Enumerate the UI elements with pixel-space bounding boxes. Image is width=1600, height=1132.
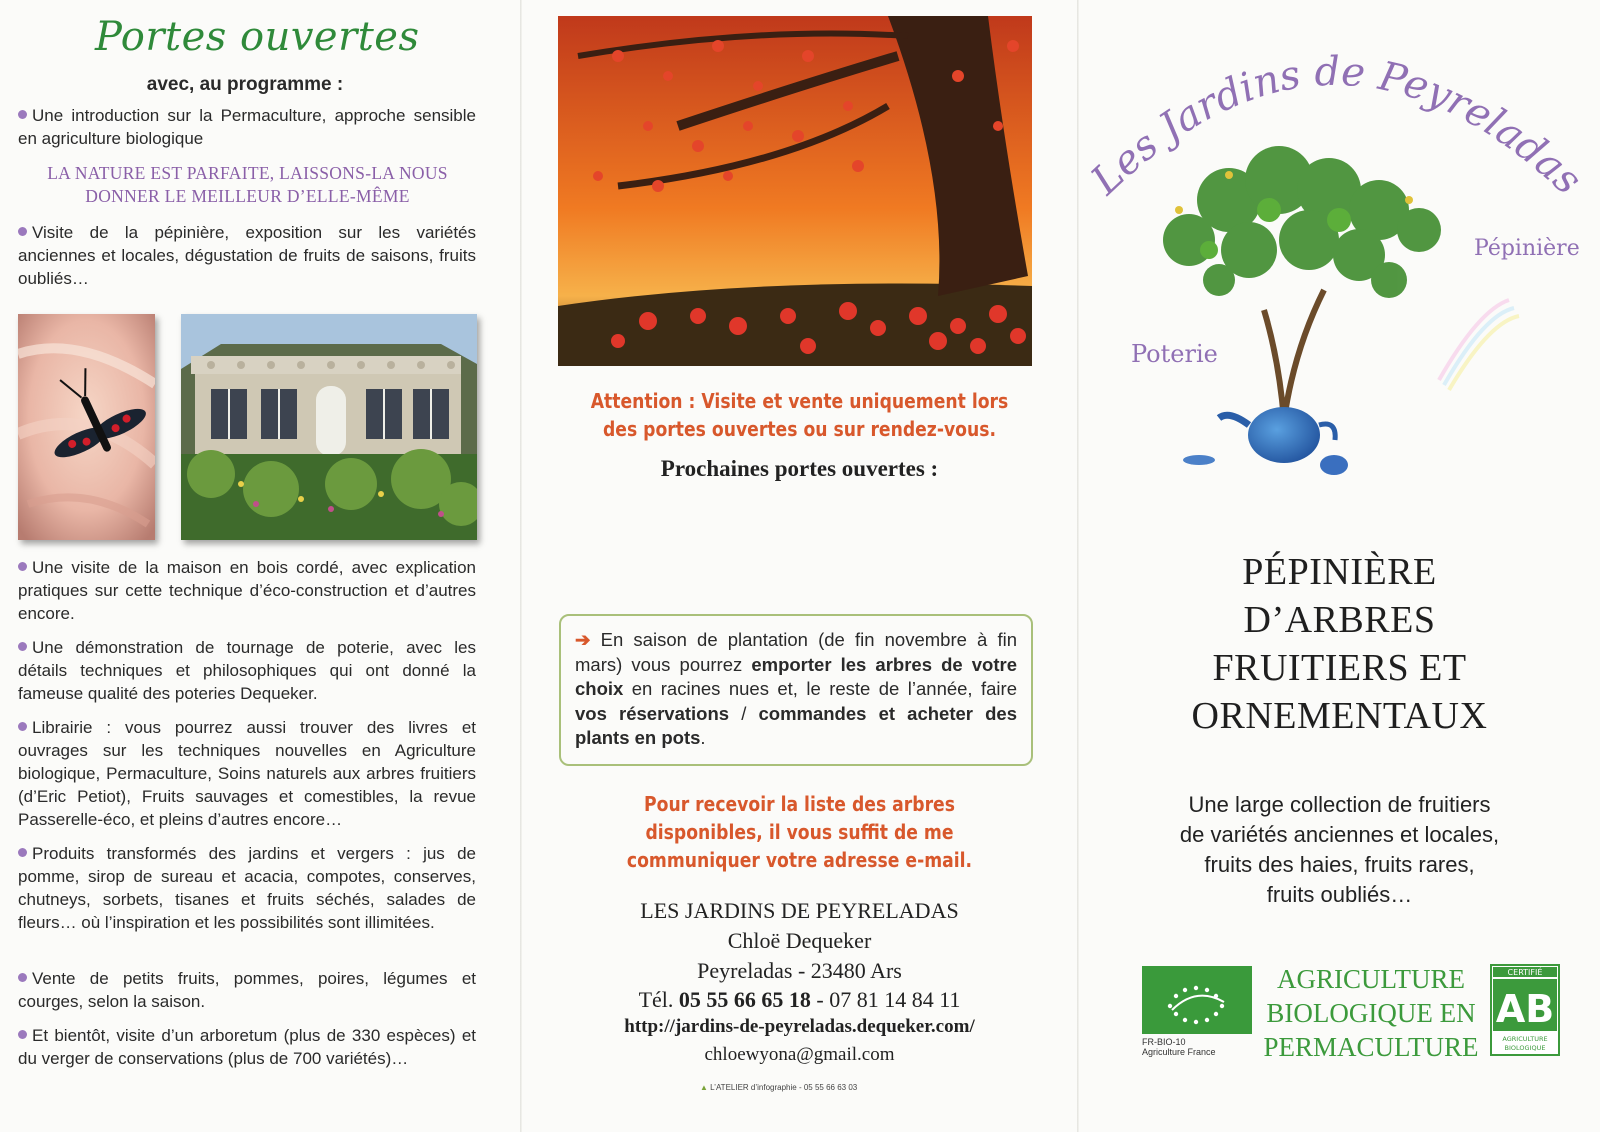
bullet-permaculture: Une introduction sur la Permaculture, approche sensible en agriculture biologique bbox=[18, 106, 476, 148]
bullet-produits: Produits transformés des jardins et vergers : jus de pomme, sirop de sureau et acacia, compotes, conserves, chutneys, sorbets, tisanes et fruits séchés, salades de fleurs… où l’inspiration et les possibilités sont illimitées. bbox=[18, 844, 476, 932]
portes-ouvertes-title: Portes ouvertes bbox=[95, 14, 420, 60]
eu-certification-code: FR-BIO-10 Agriculture France bbox=[1142, 1037, 1216, 1057]
bullet-poterie: Une démonstration de tournage de poterie, avec les détails techniques et philosophiques qui ont donné la fameuse qualité des poteries Dequeker. bbox=[18, 638, 476, 703]
left-panel bbox=[0, 0, 520, 1132]
contact-phone: Tél. 05 55 66 65 18 - 07 81 14 84 11 bbox=[638, 987, 961, 1012]
eu-organic-leaf-icon bbox=[1142, 966, 1252, 1034]
bullet-dot-icon bbox=[18, 848, 27, 857]
contact-person: Chloë Dequeker bbox=[727, 928, 872, 953]
plantation-info-box: ➔ En saison de plantation (de fin novembre à fin mars) vous pourrez emporter les arbres de votre choix en racines nues et, le reste de l’année, faire vos réservations / commandes et acheter des plants en pots. bbox=[559, 614, 1033, 766]
bullet-dot-icon bbox=[18, 1030, 27, 1039]
prochaines-portes-ouvertes: Prochaines portes ouvertes : bbox=[660, 456, 939, 481]
ab-certification-icon bbox=[1490, 964, 1560, 1056]
svg-text:AGRICULTURE: AGRICULTURE bbox=[1502, 1035, 1548, 1043]
bullet-dot-icon bbox=[18, 722, 27, 731]
main-heading: PÉPINIÈRE D’ARBRES FRUITIERS ET ORNEMENTAUX bbox=[1191, 551, 1488, 737]
nature-quote: LA NATURE EST PARFAITE, LAISSONS-LA NOUS DONNER LE MEILLEUR D’ELLE-MÊME bbox=[47, 163, 448, 206]
email-link[interactable]: chloewyona@gmail.com bbox=[704, 1044, 895, 1065]
atelier-logo-icon: ▲ bbox=[700, 1083, 708, 1092]
bullet-pepiniere: Visite de la pépinière, exposition sur les variétés anciennes et locales, dégustation de fruits de saisons, fruits oubliés… bbox=[18, 223, 476, 288]
bullet-dot-icon bbox=[18, 642, 27, 651]
bullet-maison-bois: Une visite de la maison en bois cordé, avec explication pratiques sur cette technique d’éco-construction et d’autres encore. bbox=[18, 558, 476, 623]
orange-tree-painting bbox=[558, 16, 1032, 366]
company-name: LES JARDINS DE PEYRELADAS bbox=[640, 898, 959, 923]
pepiniere-label: Pépinière bbox=[1474, 236, 1580, 261]
bullet-librairie: Librairie : vous pourrez aussi trouver des livres et ouvrages sur les techniques nouvelles en Agriculture biologique, Permaculture, Soins naturels aux arbres fruitiers (d’Eric Petiot), Fruits sauvages et comestibles, la revue Passerelle-éco, et pleins d’autres encore… bbox=[18, 718, 476, 829]
right-panel bbox=[1079, 0, 1600, 1132]
bullet-dot-icon bbox=[18, 110, 27, 119]
svg-text:BIOLOGIQUE: BIOLOGIQUE bbox=[1504, 1044, 1546, 1052]
middle-panel bbox=[522, 0, 1077, 1132]
moth-on-rose-photo bbox=[18, 314, 155, 540]
printer-credit: ▲ L’ATELIER d’infographie - 05 55 66 63 03 bbox=[700, 1083, 858, 1092]
svg-text:AB: AB bbox=[1495, 987, 1555, 1031]
bullet-dot-icon bbox=[18, 227, 27, 236]
agriculture-biologique-permaculture: AGRICULTURE BIOLOGIQUE EN PERMACULTURE bbox=[1263, 964, 1479, 1062]
attention-notice: Attention : Visite et vente uniquement lors des portes ouvertes ou sur rendez-vous. bbox=[590, 389, 1009, 441]
cordwood-house-photo bbox=[181, 314, 477, 540]
website-link[interactable]: http://jardins-de-peyreladas.dequeker.com/ bbox=[624, 1016, 975, 1037]
bullet-dot-icon bbox=[18, 973, 27, 982]
bullet-vente: Vente de petits fruits, pommes, poires, légumes et courges, selon la saison. bbox=[18, 969, 476, 1011]
recevoir-liste-notice: Pour recevoir la liste des arbres disponibles, il vous suffit de me communiquer votre adresse e-mail. bbox=[626, 792, 973, 872]
arrow-right-icon: ➔ bbox=[575, 629, 591, 650]
bullet-arboretum: Et bientôt, visite d’un arboretum (plus de 330 espèces) et du verger de conservations (plus de 700 variétés)… bbox=[18, 1026, 476, 1068]
poterie-label: Poterie bbox=[1131, 340, 1218, 368]
svg-text:CERTIFIÉ: CERTIFIÉ bbox=[1507, 968, 1543, 977]
contact-address: Peyreladas - 23480 Ars bbox=[697, 958, 902, 983]
arc-title: Les Jardins de Peyreladas bbox=[1082, 48, 1591, 204]
jardins-logo bbox=[1079, 40, 1600, 510]
bullet-dot-icon bbox=[18, 562, 27, 571]
programme-subtitle: avec, au programme : bbox=[146, 74, 344, 95]
collection-description: Une large collection de fruitiers de variétés anciennes et locales, fruits des haies, fruits rares, fruits oubliés… bbox=[1179, 792, 1500, 907]
